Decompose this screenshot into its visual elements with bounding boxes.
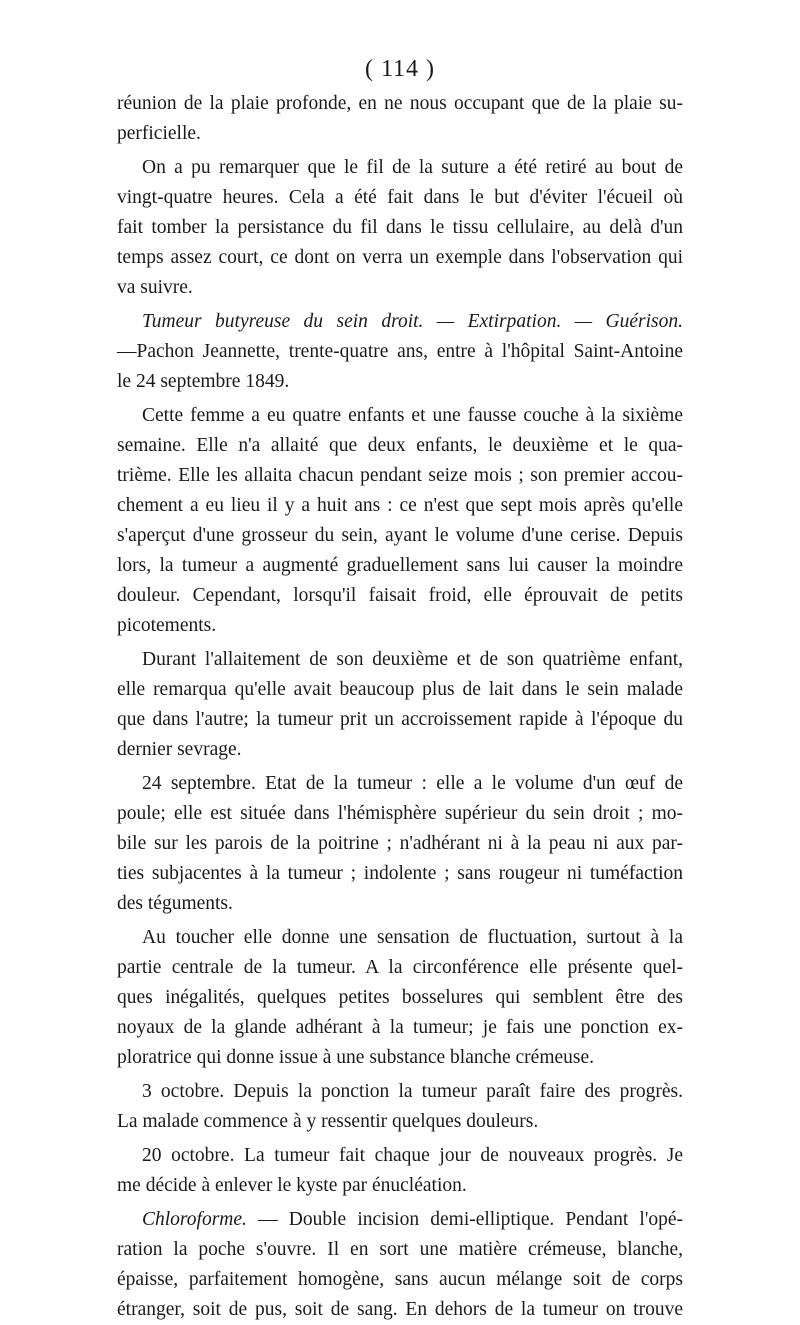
text-line: semaine. Elle n'a allaité que deux enfants, le deuxième et le qua- bbox=[117, 435, 683, 456]
text-line: Durant l'allaitement de son deuxième et de son quatrième enfant, bbox=[142, 649, 683, 670]
paragraph bbox=[117, 1077, 683, 1137]
text-line: noyaux de la glande adhérant à la tumeur; je fais une ponction ex- bbox=[117, 1017, 683, 1038]
text-line: On a pu remarquer que le fil de la suture a été retiré au bout de bbox=[142, 157, 683, 178]
text-line: des téguments. bbox=[117, 893, 233, 914]
text-line: me décide à enlever le kyste par énucléation. bbox=[117, 1175, 467, 1196]
case-title: Tumeur butyreuse du sein droit. — Extirpation. — Guérison. bbox=[142, 311, 683, 332]
text-fragment: — Double incision demi-elliptique. Pendant l'opé- bbox=[246, 1209, 683, 1230]
text-line: chement a eu lieu il y a huit ans : ce n'est que sept mois après qu'elle bbox=[117, 495, 683, 516]
text-line: 24 septembre. Etat de la tumeur : elle a le volume d'un œuf de bbox=[142, 773, 683, 794]
text-line: réunion de la plaie profonde, en ne nous occupant que de la plaie su- bbox=[117, 93, 683, 114]
paragraph bbox=[117, 153, 683, 303]
paragraph bbox=[117, 645, 683, 765]
text-line: picotements. bbox=[117, 615, 217, 636]
text-line: 3 octobre. Depuis la ponction la tumeur paraît faire des progrès. bbox=[142, 1081, 683, 1102]
text-line: partie centrale de la tumeur. A la circonférence elle présente quel- bbox=[117, 957, 683, 978]
paragraph bbox=[117, 1141, 683, 1201]
text-line: Cette femme a eu quatre enfants et une fausse couche à la sixième bbox=[142, 405, 683, 426]
text-line: elle remarqua qu'elle avait beaucoup plus de lait dans le sein malade bbox=[117, 679, 683, 700]
text-line: douleur. Cependant, lorsqu'il faisait froid, elle éprouvait de petits bbox=[117, 585, 683, 606]
page-number: ( 114 ) bbox=[364, 56, 436, 82]
text-line: lors, la tumeur a augmenté graduellement sans lui causer la moindre bbox=[117, 555, 683, 576]
text-line bbox=[117, 1205, 683, 1235]
text-line: perficielle. bbox=[117, 123, 201, 144]
case-heading-paragraph bbox=[117, 307, 683, 397]
text-line: va suivre. bbox=[117, 277, 193, 298]
text-line: ploratrice qui donne issue à une substance blanche crémeuse. bbox=[117, 1047, 595, 1068]
text-line: s'aperçut d'une grosseur du sein, ayant le volume d'une cerise. Depuis bbox=[117, 525, 683, 546]
text-line: —Pachon Jeannette, trente-quatre ans, entre à l'hôpital Saint-Antoine bbox=[117, 341, 683, 362]
text-line: 20 octobre. La tumeur fait chaque jour de nouveaux progrès. Je bbox=[142, 1145, 683, 1166]
text-line: étranger, soit de pus, soit de sang. En dehors de la tumeur on trouve bbox=[117, 1299, 683, 1320]
body-text bbox=[117, 89, 683, 1325]
text-line: fait tomber la persistance du fil dans le tissu cellulaire, au delà d'un bbox=[117, 217, 683, 238]
text-line: vingt-quatre heures. Cela a été fait dans le but d'éviter l'écueil où bbox=[117, 187, 683, 208]
text-line: le 24 septembre 1849. bbox=[117, 371, 290, 392]
text-line: La malade commence à y ressentir quelques douleurs. bbox=[117, 1111, 539, 1132]
lead-italic-term: Chloroforme. bbox=[142, 1209, 247, 1230]
paragraph bbox=[117, 1205, 683, 1325]
text-line: ration la poche s'ouvre. Il en sort une matière crémeuse, blanche, bbox=[117, 1239, 683, 1260]
text-line: temps assez court, ce dont on verra un exemple dans l'observation qui bbox=[117, 247, 683, 268]
text-line: ties subjacentes à la tumeur ; indolente ; sans rougeur ni tuméfaction bbox=[117, 863, 683, 884]
text-line: épaisse, parfaitement homogène, sans aucun mélange soit de corps bbox=[117, 1269, 683, 1290]
text-line: que dans l'autre; la tumeur prit un accroissement rapide à l'époque du bbox=[117, 709, 683, 730]
paragraph bbox=[117, 89, 683, 149]
text-line: Au toucher elle donne une sensation de fluctuation, surtout à la bbox=[142, 927, 683, 948]
text-line: poule; elle est située dans l'hémisphère supérieur du sein droit ; mo- bbox=[117, 803, 683, 824]
paragraph bbox=[117, 401, 683, 641]
paragraph bbox=[117, 769, 683, 919]
text-line: ques inégalités, quelques petites bosselures qui semblent être des bbox=[117, 987, 683, 1008]
text-line: dernier sevrage. bbox=[117, 739, 242, 760]
text-line: trième. Elle les allaita chacun pendant seize mois ; son premier accou- bbox=[117, 465, 683, 486]
paragraph bbox=[117, 923, 683, 1073]
text-line: bile sur les parois de la poitrine ; n'adhérant ni à la peau ni aux par- bbox=[117, 833, 683, 854]
